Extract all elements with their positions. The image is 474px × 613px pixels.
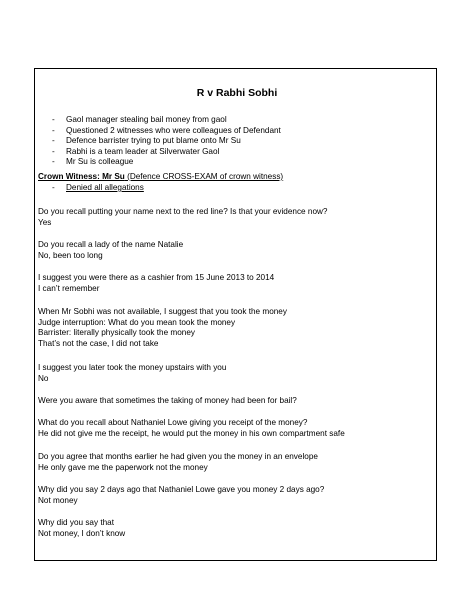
qa-block	[38, 307, 287, 349]
qa-line: I suggest you were there as a cashier from 15 June 2013 to 2014	[38, 273, 275, 282]
qa-line: Do you recall putting your name next to the red line? Is that your evidence now?	[38, 207, 328, 216]
qa-line: Yes	[38, 217, 52, 227]
qa-line: I can’t remember	[38, 283, 100, 293]
qa-line: That’s not the case, I did not take	[38, 338, 159, 348]
qa-line: He did not give me the receipt, he would put the money in his own compartment safe	[38, 428, 345, 438]
bullet-dash: -	[52, 146, 55, 156]
qa-block	[38, 363, 226, 384]
witness-subpoint	[52, 183, 144, 194]
qa-line: No	[38, 373, 49, 383]
summary-bullet-text: Defence barrister trying to put blame onto Mr Su	[66, 136, 241, 146]
summary-bullet-text: Gaol manager stealing bail money from gaol	[66, 115, 227, 124]
qa-line: Not money, I don’t know	[38, 528, 126, 538]
qa-block	[38, 485, 324, 506]
summary-bullet	[52, 147, 281, 158]
qa-line: Not money	[38, 495, 78, 505]
bullet-dash: -	[52, 157, 55, 167]
witness-heading-note: (Defence CROSS-EXAM of crown witness)	[124, 172, 284, 181]
witness-subpoint-text: Denied all allegations	[66, 183, 144, 192]
qa-block	[38, 273, 274, 294]
qa-line: Barrister: literally physically took the money	[38, 328, 195, 338]
witness-heading-name: Crown Witness: Mr Su	[38, 172, 125, 181]
qa-line: He only gave me the paperwork not the money	[38, 462, 208, 472]
qa-line: No, been too long	[38, 250, 103, 260]
qa-block	[38, 418, 345, 439]
qa-line: What do you recall about Nathaniel Lowe giving you receipt of the money?	[38, 418, 308, 427]
summary-list	[52, 115, 281, 168]
summary-bullet	[52, 115, 281, 126]
summary-bullet-text: Rabhi is a team leader at Silverwater Gaol	[66, 146, 220, 156]
qa-line: I suggest you later took the money upstairs with you	[38, 363, 227, 372]
qa-line: Do you agree that months earlier he had given you the money in an envelope	[38, 452, 318, 461]
bullet-dash: -	[52, 136, 55, 146]
bullet-dash: -	[52, 125, 55, 135]
summary-bullet-text: Mr Su is colleague	[66, 157, 134, 167]
qa-block	[38, 396, 297, 407]
qa-block	[38, 518, 125, 539]
qa-line: When Mr Sobhi was not available, I suggest that you took the money	[38, 307, 287, 316]
bullet-dash: -	[52, 115, 55, 124]
qa-line: Why did you say that	[38, 518, 114, 527]
qa-block	[38, 452, 318, 473]
summary-bullet	[52, 126, 281, 137]
qa-line: Were you aware that sometimes the taking of money had been for bail?	[38, 396, 297, 405]
witness-heading	[38, 172, 283, 183]
bullet-dash: -	[52, 183, 55, 192]
summary-bullet-text: Questioned 2 witnesses who were colleagues of Defendant	[66, 125, 281, 135]
qa-block	[38, 207, 327, 228]
qa-line: Do you recall a lady of the name Natalie	[38, 240, 184, 249]
qa-line: Why did you say 2 days ago that Nathaniel Lowe gave you money 2 days ago?	[38, 485, 325, 494]
summary-bullet	[52, 157, 281, 168]
qa-line: Judge interruption: What do you mean took the money	[38, 317, 236, 327]
summary-bullet	[52, 136, 281, 147]
qa-block	[38, 240, 183, 261]
document-title: R v Rabhi Sobhi	[196, 87, 278, 99]
